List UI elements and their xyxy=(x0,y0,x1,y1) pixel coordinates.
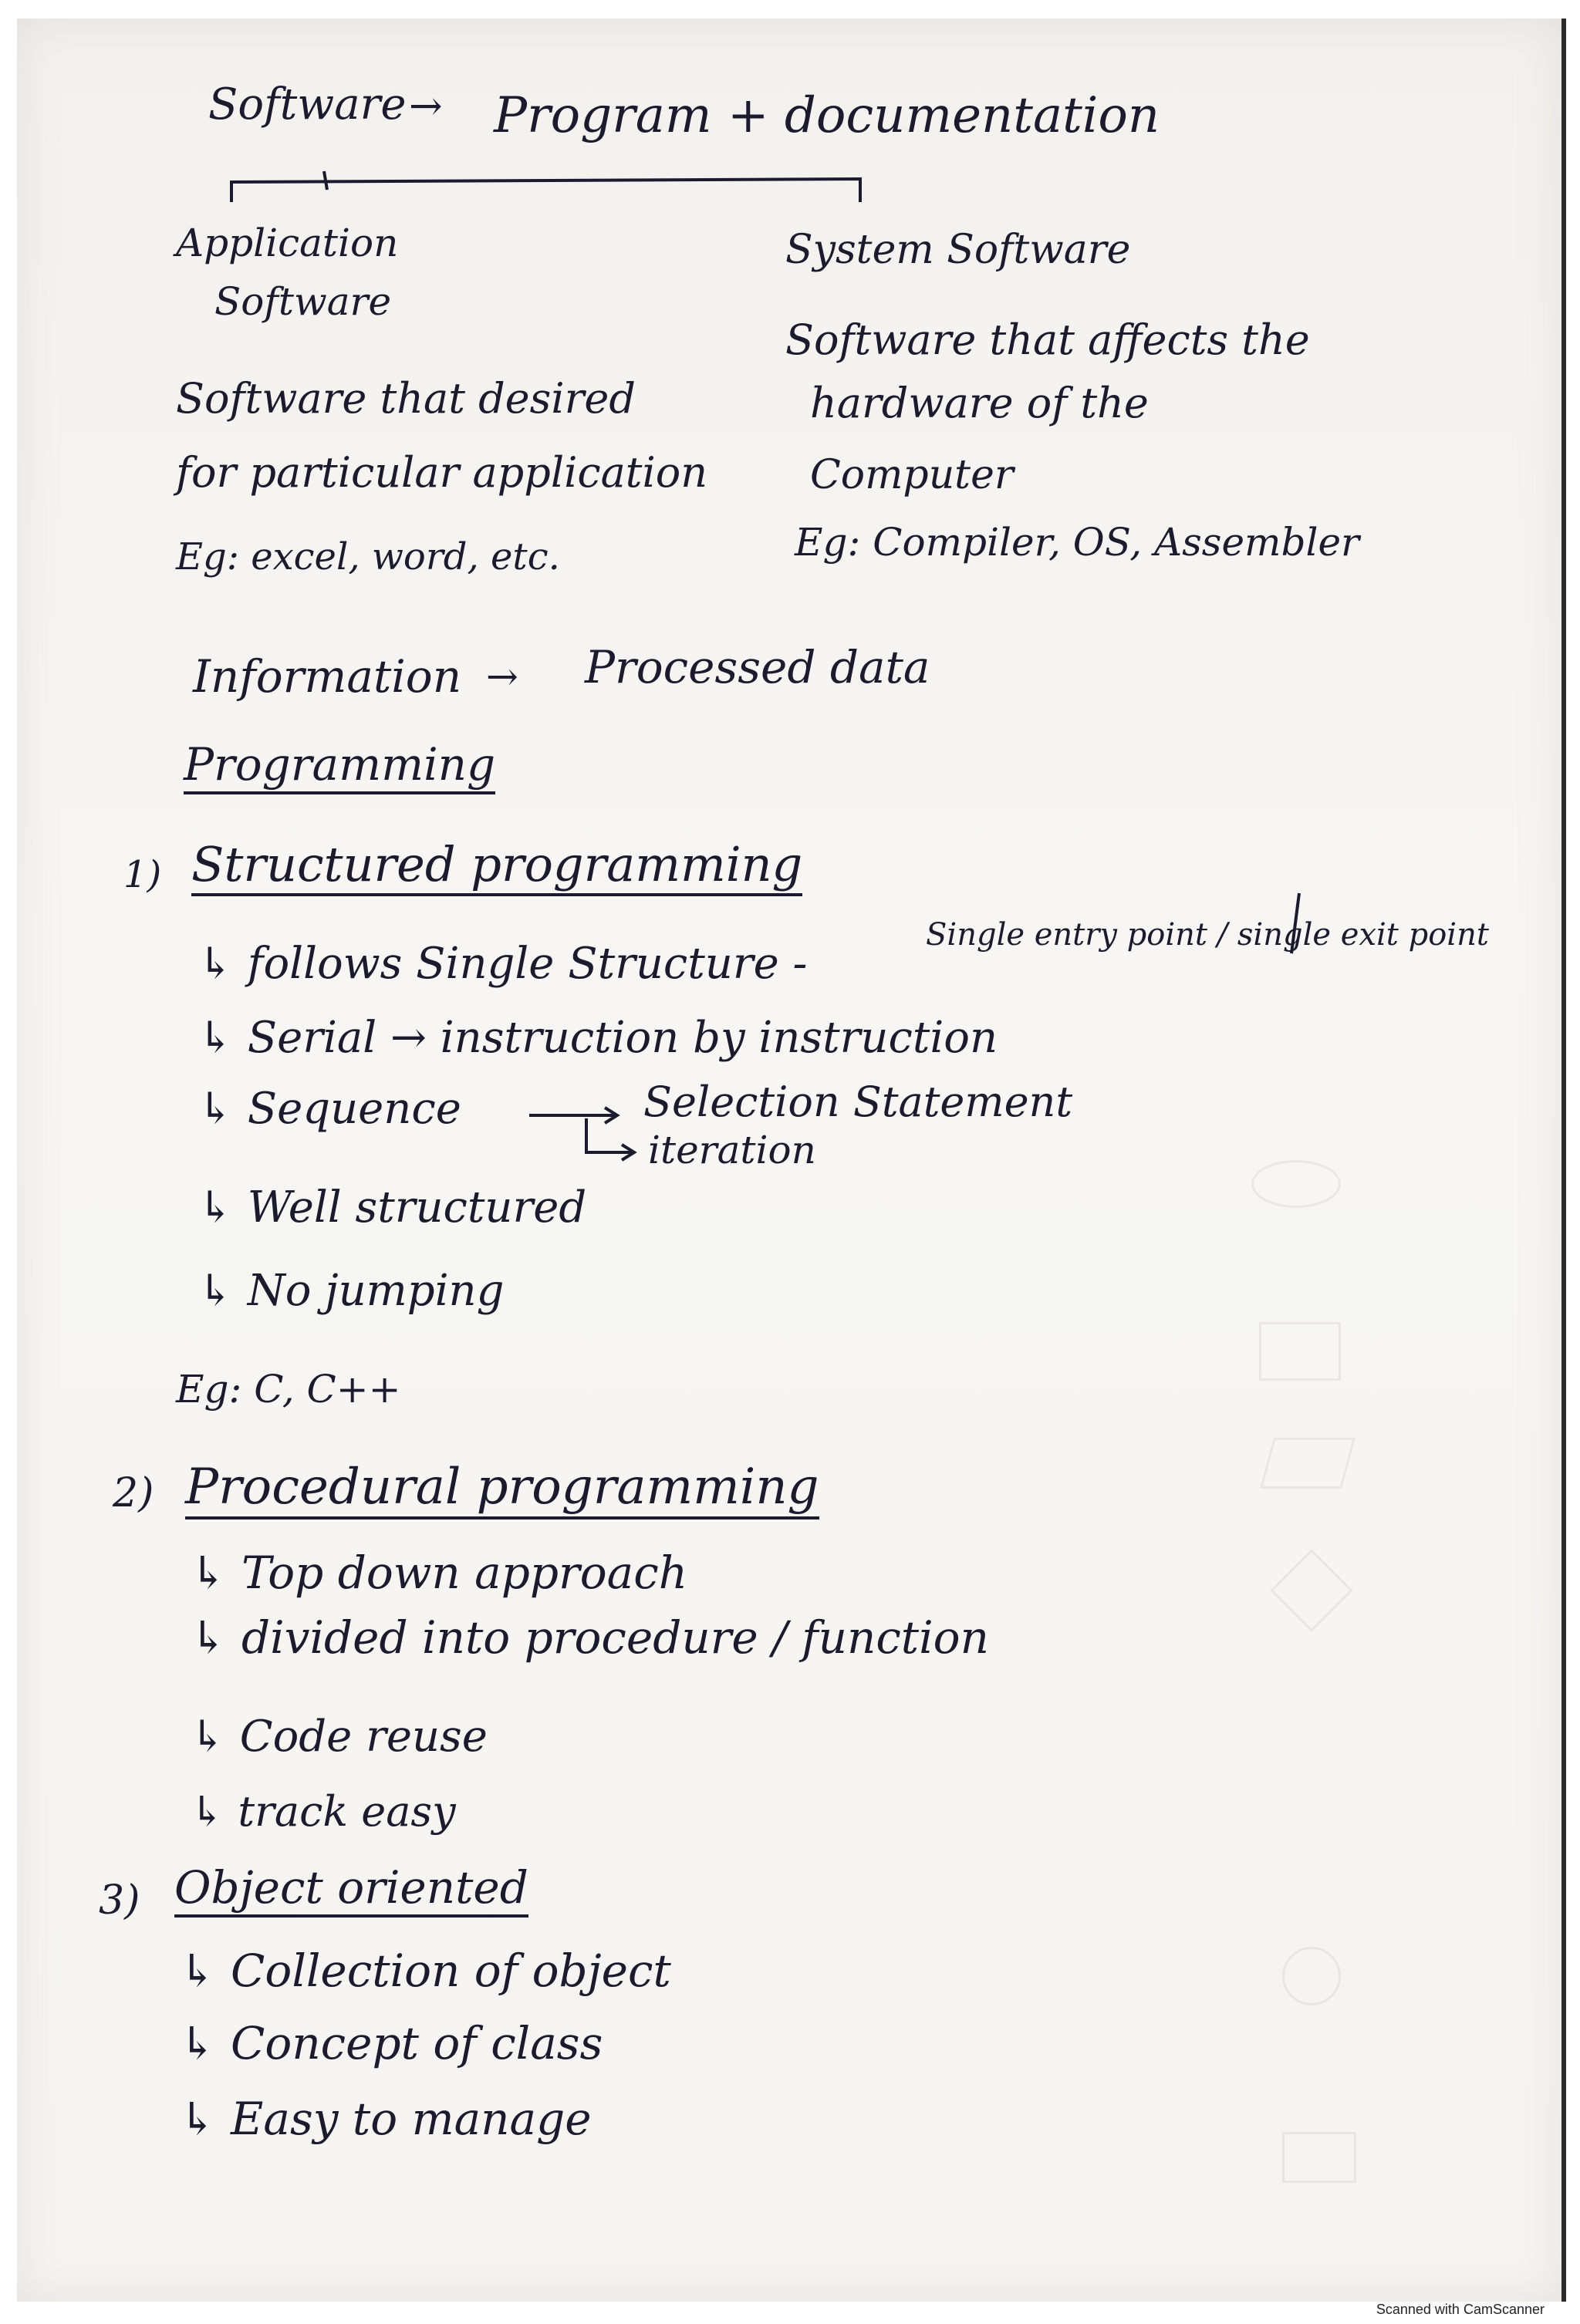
header-arrow: → xyxy=(409,83,443,130)
object-oriented-point-3: ↳ Easy to manage xyxy=(179,2093,592,2145)
system-desc-line2: hardware of the xyxy=(810,379,1149,427)
programming-heading: Programming xyxy=(184,742,495,794)
information-value: Processed data xyxy=(585,641,930,693)
procedural-point-1: ↳ Top down approach xyxy=(190,1547,688,1599)
sequence-branch-iteration: iteration xyxy=(648,1128,816,1172)
object-oriented-number: 3) xyxy=(99,1877,140,1924)
system-example: Eg: Compiler, OS, Assembler xyxy=(795,520,1359,565)
structured-side-note: Single entry point / single exit point xyxy=(926,917,1489,953)
procedural-point-3: ↳ Code reuse xyxy=(190,1712,488,1762)
header-program-documentation: Program + documentation xyxy=(494,87,1160,144)
software-split-tick xyxy=(324,171,327,190)
structured-point-5: ↳ No jumping xyxy=(198,1266,505,1316)
sequence-hook-arrow xyxy=(586,1118,634,1160)
application-desc-line1: Software that desired xyxy=(176,374,636,423)
structured-title: Structured programming xyxy=(191,841,802,896)
information-arrow: → xyxy=(486,654,518,699)
sequence-branch-selection: Selection Statement xyxy=(643,1078,1073,1126)
procedural-point-2: ↳ divided into procedure / function xyxy=(190,1611,989,1664)
structured-point-3: ↳ Sequence xyxy=(198,1084,461,1134)
structured-point-1: ↳ follows Single Structure - xyxy=(198,939,808,989)
information-label: Information xyxy=(193,650,462,703)
object-oriented-point-1: ↳ Collection of object xyxy=(179,1945,671,1997)
sequence-branch-arrow xyxy=(529,1108,617,1123)
system-desc-line1: Software that affects the xyxy=(785,315,1310,364)
structured-point-4: ↳ Well structured xyxy=(198,1182,587,1233)
structured-point-2: ↳ Serial → instruction by instruction xyxy=(198,1013,998,1063)
application-example: Eg: excel, word, etc. xyxy=(176,535,560,578)
structured-example: Eg: C, C++ xyxy=(176,1367,401,1412)
application-desc-line2: for particular application xyxy=(176,448,708,497)
header-software: Software xyxy=(208,79,407,130)
scanner-watermark: Scanned with CamScanner xyxy=(1376,2302,1545,2317)
structured-number: 1) xyxy=(123,853,162,896)
system-title: System Software xyxy=(785,227,1131,273)
application-title-line1: Application xyxy=(176,221,399,265)
procedural-title: Procedural programming xyxy=(185,1462,819,1520)
object-oriented-point-2: ↳ Concept of class xyxy=(179,2017,603,2069)
application-title-line2: Software xyxy=(214,279,392,324)
system-desc-line3: Computer xyxy=(810,452,1014,498)
procedural-number: 2) xyxy=(113,1470,154,1516)
object-oriented-title: Object oriented xyxy=(174,1865,528,1918)
procedural-point-4: ↳ track easy xyxy=(190,1787,456,1836)
